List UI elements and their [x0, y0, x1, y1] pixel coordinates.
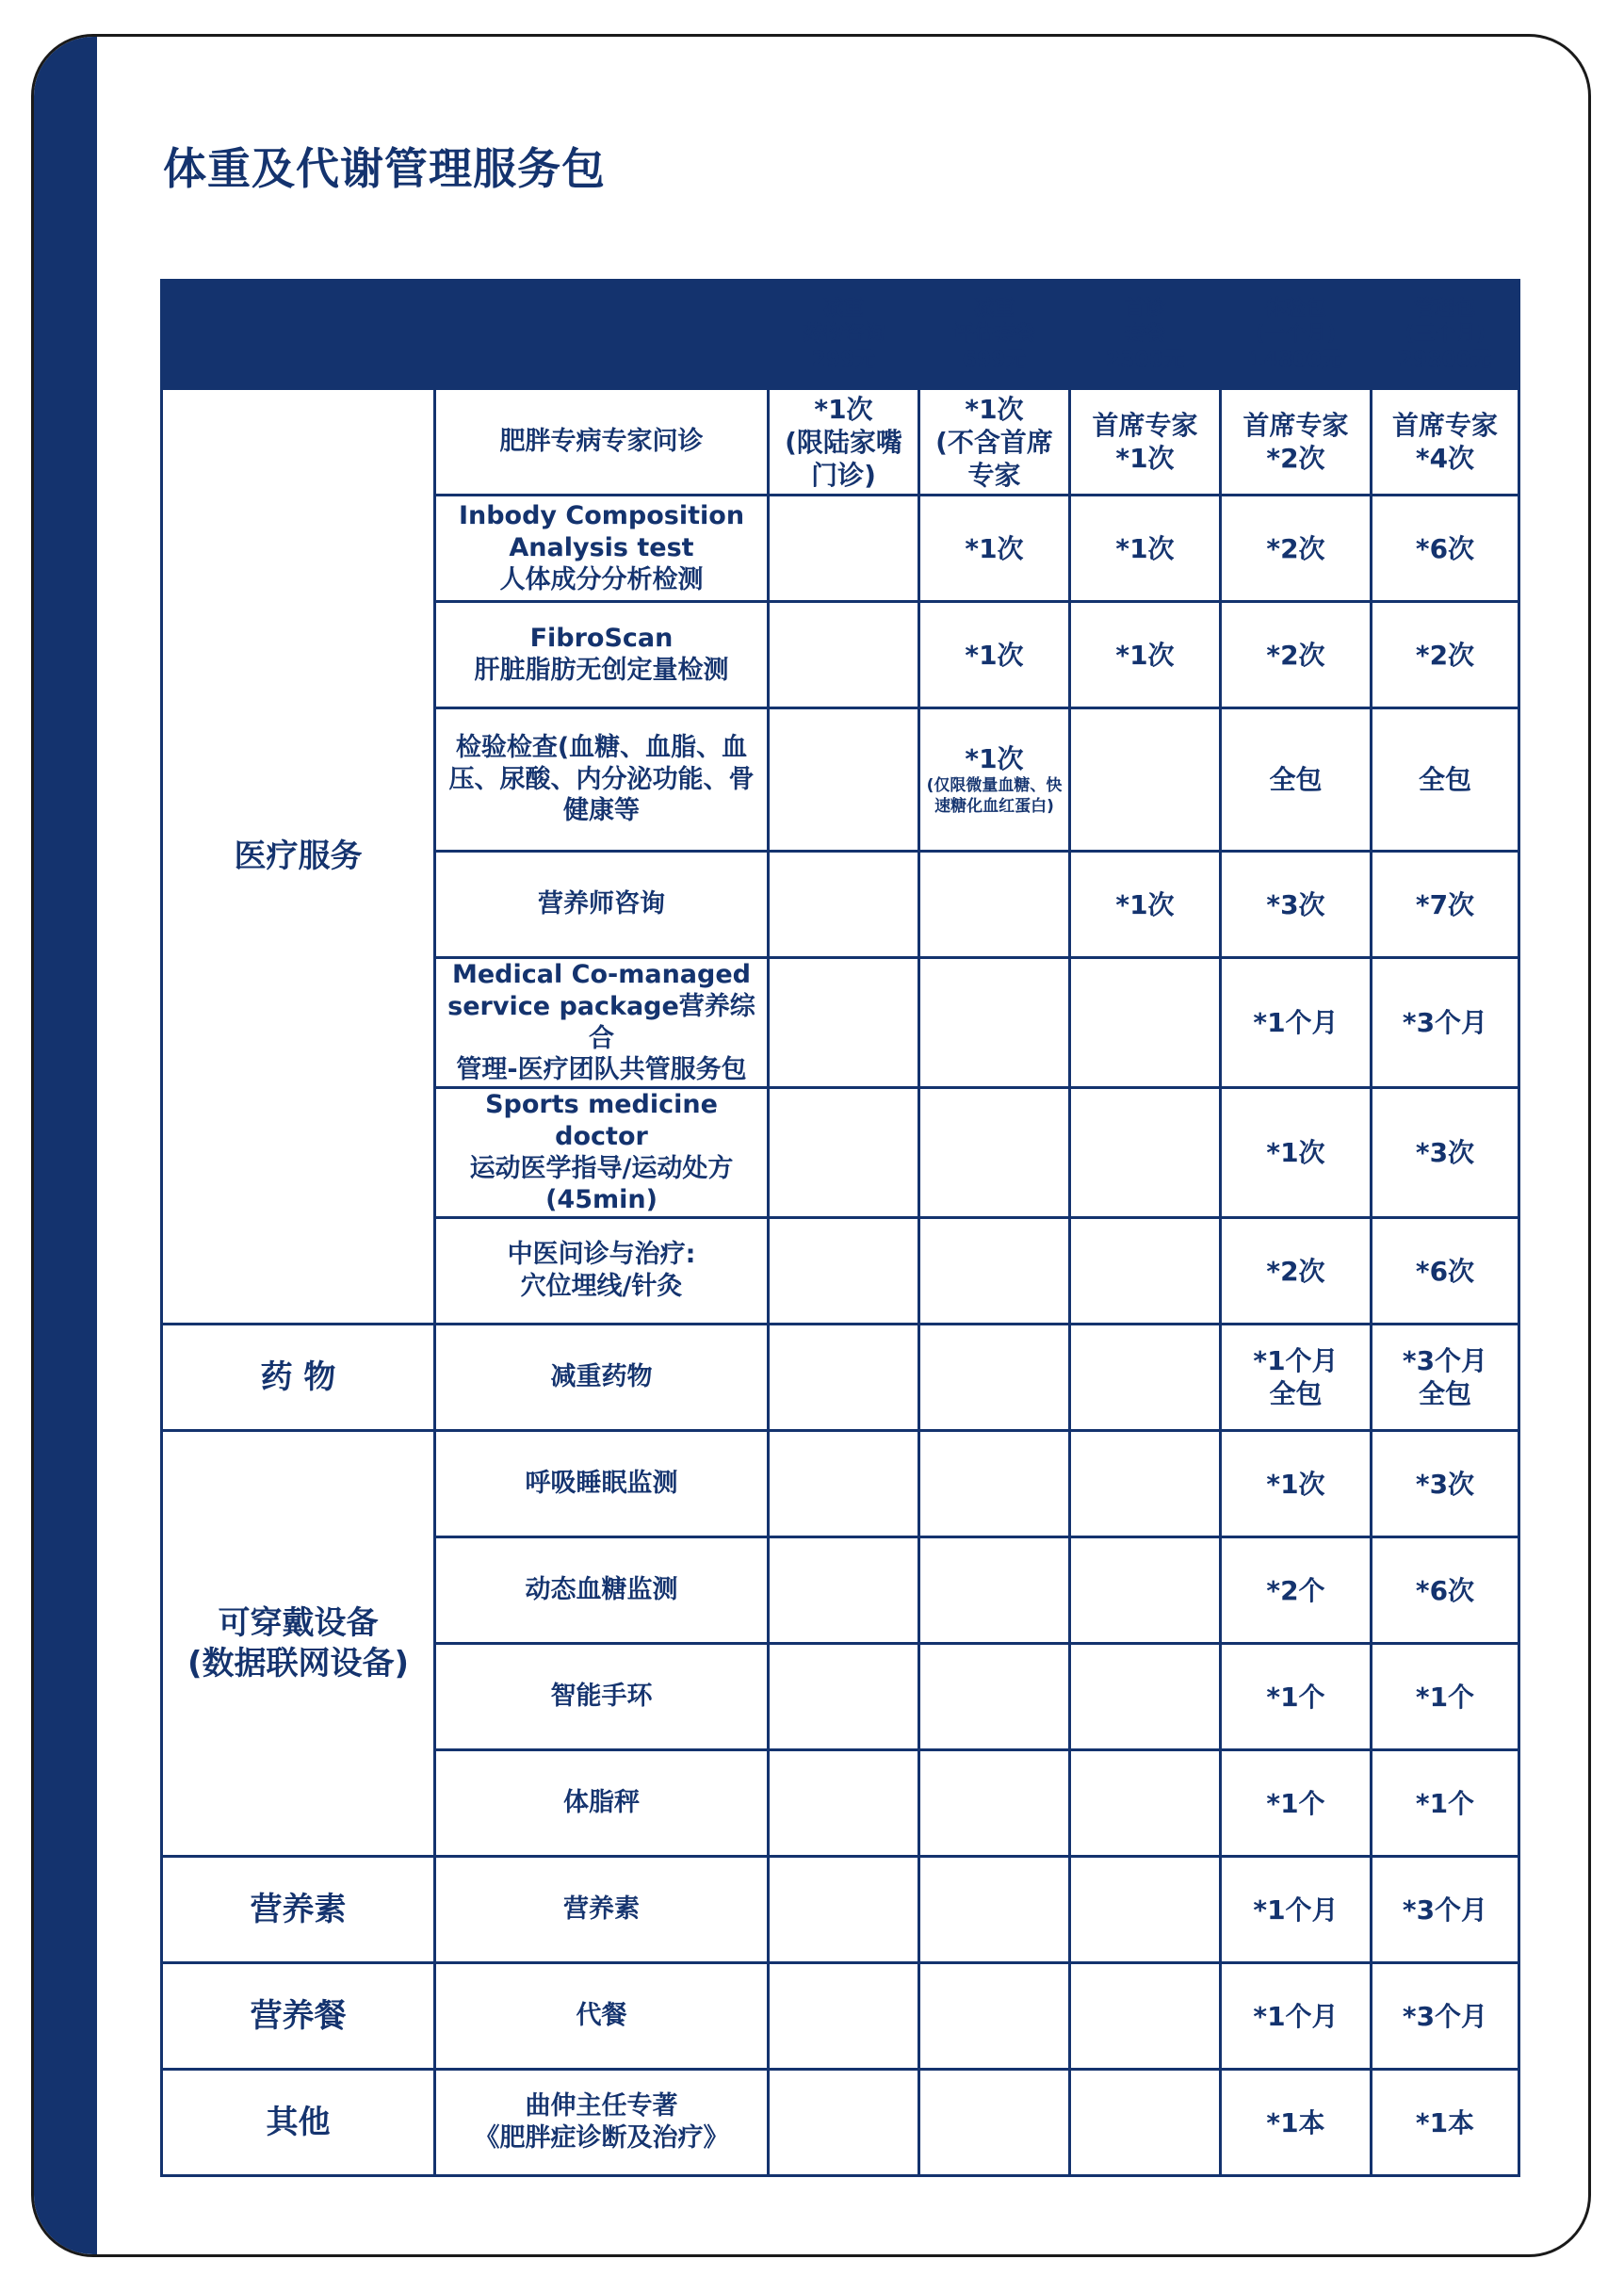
cell-value: *1次 [1221, 1431, 1372, 1537]
header-blank-category [162, 281, 435, 389]
cell-value [769, 1644, 919, 1750]
cell-value [1070, 1431, 1221, 1537]
cell-value [1070, 2070, 1221, 2176]
cell-value [1070, 1963, 1221, 2070]
category-other: 其他 [162, 2070, 435, 2176]
cell-value: *3次 [1372, 1431, 1519, 1537]
cell-value: *3个月 全包 [1372, 1325, 1519, 1431]
service-table [160, 279, 1520, 2177]
cell-value [919, 1537, 1070, 1644]
cell-value [769, 708, 919, 852]
cell-value: *2次 [1221, 602, 1372, 708]
item-label: 营养师咨询 [435, 852, 769, 958]
cell-value: *7次 [1372, 852, 1519, 958]
cell-value [1070, 1325, 1221, 1431]
cell-value: *1本 [1372, 2070, 1519, 2176]
cell-value: *1个月 [1221, 958, 1372, 1088]
cell-value [919, 1963, 1070, 2070]
table-row [162, 1857, 1519, 1963]
cell-value: *1个 [1221, 1750, 1372, 1857]
item-label: 肥胖专病专家问诊 [435, 389, 769, 496]
cell-value [769, 1537, 919, 1644]
cell-value [919, 2070, 1070, 2176]
cell-value: *3个月 [1372, 1857, 1519, 1963]
cell-value [769, 1088, 919, 1218]
cell-value: 首席专家 *4次 [1372, 389, 1519, 496]
cell-value-with-note [919, 708, 1070, 852]
header-weight-drug-consult: 减重 药物咨询 299元 [769, 281, 919, 389]
category-drugs: 药 物 [162, 1325, 435, 1431]
page-title: 体重及代谢管理服务包 [163, 143, 606, 194]
cell-value: *2个 [1221, 1537, 1372, 1644]
cell-value: *1次 [1070, 602, 1221, 708]
category-meals: 营养餐 [162, 1963, 435, 2070]
header-management-package: 管理包 (三个月) 29800元 [1372, 281, 1519, 389]
item-label: 曲伸主任专著 《肥胖症诊断及治疗》 [435, 2070, 769, 2176]
category-medical: 医疗服务 [162, 389, 435, 1325]
header-weight-assessment: 减重 评估套餐 699元 [919, 281, 1070, 389]
item-label: Medical Co-managed service package营养综合 管理-医疗团队共管服务包 [435, 958, 769, 1088]
cell-value [919, 1431, 1070, 1537]
cell-value [769, 1218, 919, 1325]
cell-value: *1个月 [1221, 1963, 1372, 2070]
header-first-visit: 首诊 套餐 2300元 [1070, 281, 1221, 389]
cell-value: *6次 [1372, 1218, 1519, 1325]
header-trial-package: 体验包 (一个月) 14800元 [1221, 281, 1372, 389]
cell-value: *1次 (限陆家嘴 门诊) [769, 389, 919, 496]
item-label: 中医问诊与治疗: 穴位埋线/针灸 [435, 1218, 769, 1325]
table-row [162, 389, 1519, 496]
cell-value: *1次 [1221, 1088, 1372, 1218]
cell-value: *6次 [1372, 1537, 1519, 1644]
category-wearables: 可穿戴设备 (数据联网设备) [162, 1431, 435, 1857]
cell-value: *1个月 全包 [1221, 1325, 1372, 1431]
cell-value: *1次 (不含首席 专家 [919, 389, 1070, 496]
cell-value [919, 852, 1070, 958]
cell-note: (仅限微量血糖、快 速糖化血红蛋白) [926, 776, 1063, 817]
cell-value [1070, 1750, 1221, 1857]
item-label: 减重药物 [435, 1325, 769, 1431]
cell-value [769, 852, 919, 958]
cell-value: *1个 [1221, 1644, 1372, 1750]
cell-value [769, 1431, 919, 1537]
cell-value [769, 1857, 919, 1963]
item-label: 智能手环 [435, 1644, 769, 1750]
cell-value: *1个月 [1221, 1857, 1372, 1963]
table-row [162, 1431, 1519, 1537]
cell-value: *1次 [965, 743, 1024, 774]
cell-value [769, 1963, 919, 2070]
cell-value [1070, 1218, 1221, 1325]
item-label: Inbody Composition Analysis test 人体成分分析检测 [435, 496, 769, 602]
cell-value: *3次 [1372, 1088, 1519, 1218]
cell-value [919, 958, 1070, 1088]
item-label: 代餐 [435, 1963, 769, 2070]
cell-value [1070, 1644, 1221, 1750]
table-row [162, 1325, 1519, 1431]
cell-value [919, 1857, 1070, 1963]
category-nutrients: 营养素 [162, 1857, 435, 1963]
item-label: 营养素 [435, 1857, 769, 1963]
cell-value: *3个月 [1372, 958, 1519, 1088]
cell-value: *2次 [1372, 602, 1519, 708]
cell-value: *1次 [1070, 496, 1221, 602]
cell-value: *1次 [919, 496, 1070, 602]
cell-value [1070, 1537, 1221, 1644]
cell-value: *1次 [1070, 852, 1221, 958]
item-label: 体脂秤 [435, 1750, 769, 1857]
cell-value: *1个 [1372, 1750, 1519, 1857]
cell-value [769, 496, 919, 602]
cell-value [769, 2070, 919, 2176]
cell-value [1070, 1857, 1221, 1963]
cell-value [1070, 1088, 1221, 1218]
side-band [34, 37, 97, 2254]
cell-value [919, 1325, 1070, 1431]
cell-value [919, 1218, 1070, 1325]
cell-value: *1次 [919, 602, 1070, 708]
item-label: FibroScan 肝脏脂肪无创定量检测 [435, 602, 769, 708]
cell-value: 首席专家 *2次 [1221, 389, 1372, 496]
table-row [162, 1963, 1519, 2070]
item-label: Sports medicine doctor 运动医学指导/运动处方 (45min) [435, 1088, 769, 1218]
cell-value [1070, 708, 1221, 852]
cell-value [769, 958, 919, 1088]
cell-value: 首席专家 *1次 [1070, 389, 1221, 496]
table-row [162, 2070, 1519, 2176]
cell-value [919, 1750, 1070, 1857]
cell-value: 全包 [1372, 708, 1519, 852]
item-label: 检验检查(血糖、血脂、血 压、尿酸、内分泌功能、骨 健康等 [435, 708, 769, 852]
cell-value [769, 1325, 919, 1431]
cell-value [1070, 958, 1221, 1088]
cell-value: *1个 [1372, 1644, 1519, 1750]
cell-value: 全包 [1221, 708, 1372, 852]
cell-value [769, 602, 919, 708]
header-blank-item [435, 281, 769, 389]
cell-value: *3个月 [1372, 1963, 1519, 2070]
cell-value: *2次 [1221, 1218, 1372, 1325]
item-label: 动态血糖监测 [435, 1537, 769, 1644]
table-header-row [162, 281, 1519, 389]
cell-value: *3次 [1221, 852, 1372, 958]
cell-value [919, 1088, 1070, 1218]
cell-value [769, 1750, 919, 1857]
cell-value [919, 1644, 1070, 1750]
cell-value: *1本 [1221, 2070, 1372, 2176]
cell-value: *2次 [1221, 496, 1372, 602]
item-label: 呼吸睡眠监测 [435, 1431, 769, 1537]
cell-value: *6次 [1372, 496, 1519, 602]
